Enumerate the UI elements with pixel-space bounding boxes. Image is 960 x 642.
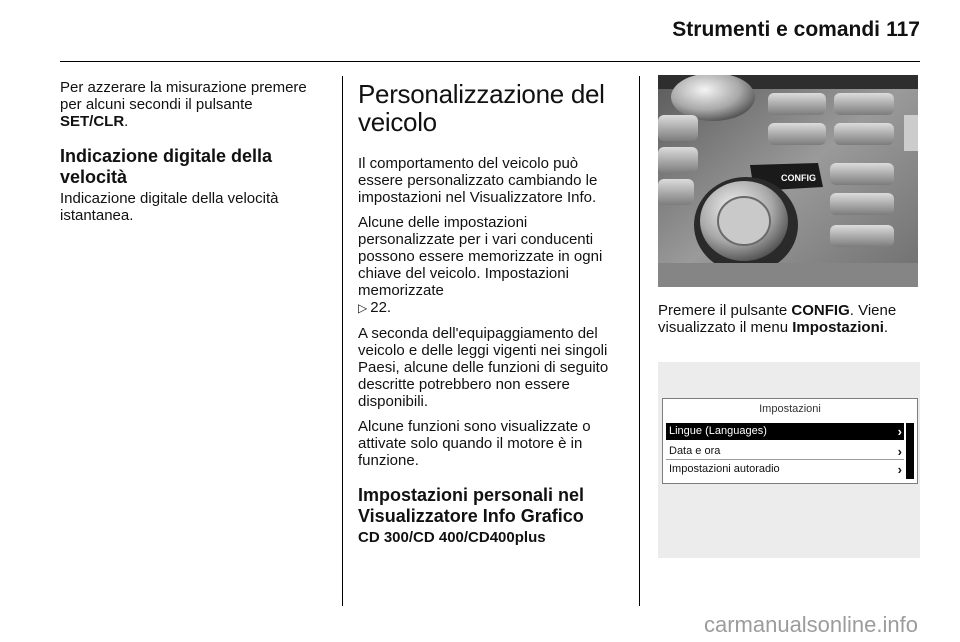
settings-screen-image [658, 362, 920, 558]
console-photo [658, 75, 918, 287]
config-instruction-start: Premere il pulsante [658, 302, 792, 319]
subsection-title: Impostazioni personali nel Visualizzatore Info Grafico [358, 485, 585, 526]
left-column [60, 79, 328, 232]
paragraph-1: Il comportamento del veicolo può essere personalizzato cambiando le impostazioni nel Visualizzatore Info. [358, 155, 598, 206]
reset-instruction-end: . [124, 113, 129, 130]
right-column-text [658, 302, 920, 344]
set-clr-button-name: SET/CLR [60, 113, 125, 130]
menu-item-date-time[interactable] [666, 443, 904, 460]
config-button-name: CONFIG [791, 302, 850, 319]
column-divider-left [342, 76, 343, 606]
watermark-text: carmanualsonline.info [703, 612, 918, 637]
paragraph-4: Alcune funzioni sono visualizzate o attivate solo quando il motore è in funzione. [358, 418, 591, 469]
middle-column [358, 80, 624, 546]
menu-item-label: Data e ora [669, 445, 721, 457]
config-instruction-end: . [883, 319, 889, 336]
digital-speed-heading: Indicazione digitale della velocità [60, 146, 273, 187]
menu-item-label: Lingue (Languages) [669, 425, 767, 437]
settings-menu-title: Impostazioni [759, 403, 821, 415]
menu-item-languages[interactable] [666, 423, 904, 440]
config-instruction [658, 302, 920, 336]
config-button-label: CONFIG [781, 173, 816, 183]
page-reference[interactable]: 22. [370, 299, 392, 316]
chevron-right-icon: › [897, 424, 902, 439]
chevron-right-icon: › [897, 462, 902, 477]
header-rule [60, 61, 920, 62]
menu-item-label: Impostazioni autoradio [669, 463, 780, 475]
reference-arrow-icon: ▷ [358, 301, 368, 315]
paragraph-2 [358, 214, 624, 317]
subsection-subtitle: CD 300/CD 400/CD400plus [358, 529, 546, 546]
chevron-right-icon: › [897, 444, 902, 459]
reset-instruction-text: Per azzerare la misurazione premere per alcuni secondi il pulsante [60, 79, 307, 113]
settings-menu-name: Impostazioni [792, 319, 884, 336]
paragraph-2-text: Alcune delle impostazioni personalizzate per i vari conducenti possono essere memorizzate in ogni chiave del veicolo. Impostazioni memorizzate [358, 214, 603, 299]
menu-item-radio-settings[interactable] [666, 461, 904, 478]
column-divider-right [639, 76, 640, 606]
menu-scrollbar[interactable] [906, 423, 914, 479]
config-instruction-middle: . Viene visualizzato il menu [658, 302, 897, 336]
header-title: Strumenti e comandi [672, 18, 880, 41]
page-number: 117 [886, 18, 920, 41]
digital-speed-text: Indicazione digitale della velocità istantanea. [60, 190, 279, 224]
section-title: Personalizzazione del veicolo [358, 79, 605, 137]
reset-instruction [60, 79, 328, 130]
paragraph-3: A seconda dell'equipaggiamento del veicolo e delle leggi vigenti nei singoli Paesi, alcune delle funzioni di seguito descritte potrebbero non essere disponibili. [358, 325, 609, 410]
settings-menu [662, 398, 918, 484]
